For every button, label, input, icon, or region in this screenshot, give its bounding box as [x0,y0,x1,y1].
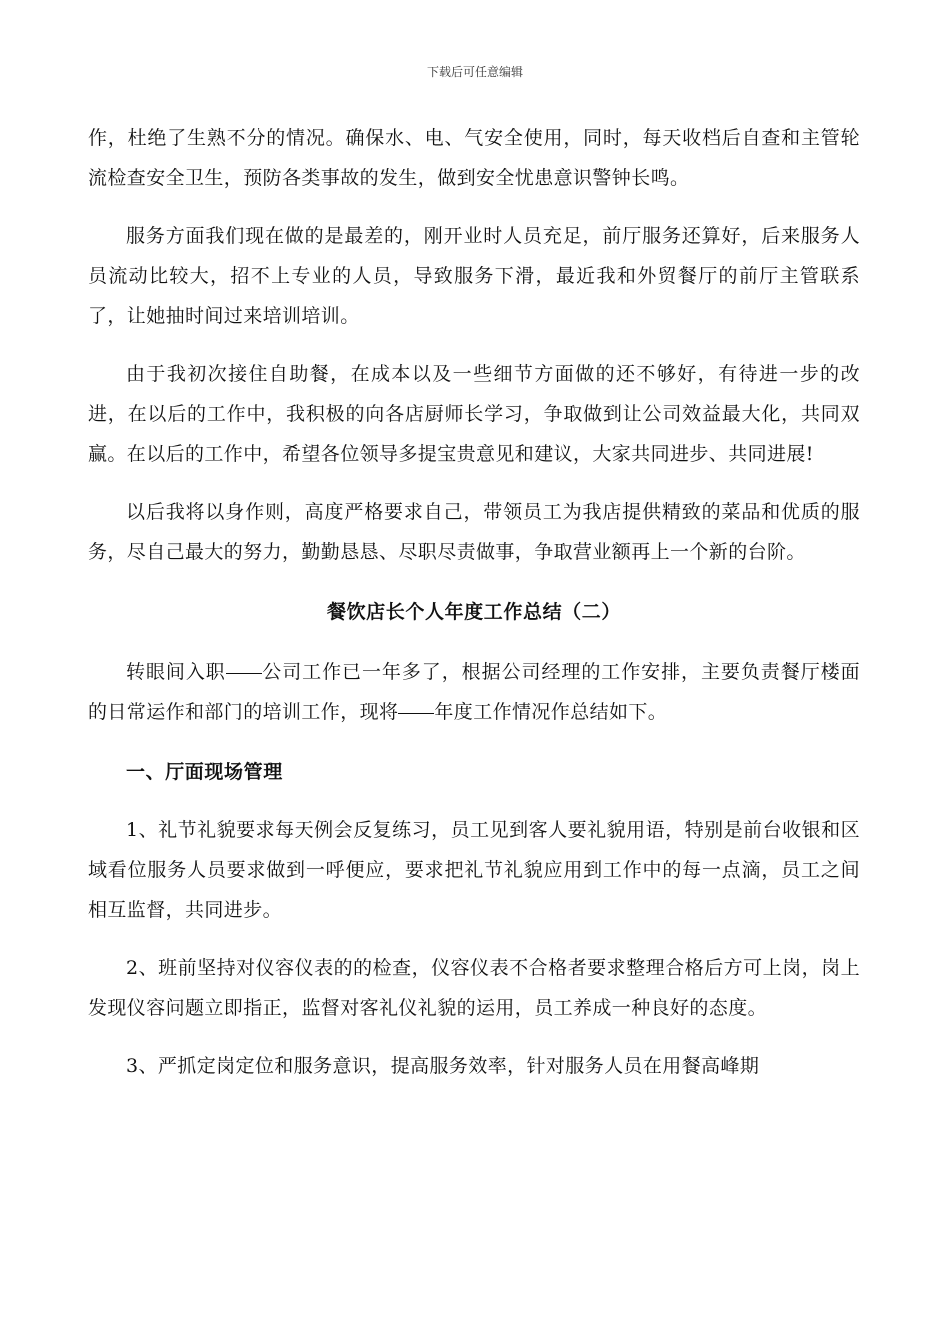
document-body [88,118,860,1086]
heading-floor-management: 一、厅面现场管理 [126,761,283,783]
paragraph-service: 服务方面我们现在做的是最差的，刚开业时人员充足，前厅服务还算好，后来服务人员流动比较大，招不上专业的人员，导致服务下滑，最近我和外贸餐厅的前厅主管联系了，让她抽时间过来培训培训。 [88,225,860,327]
section-title: 餐饮店长个人年度工作总结（二） [326,601,621,623]
paragraph-intro [88,652,860,732]
page-header: 下载后可任意编辑 [426,65,523,79]
list-item-etiquette: 1、礼节礼貌要求每天例会反复练习，员工见到客人要礼貌用语，特别是前台收银和区域看位服务人员要求做到一呼便应，要求把礼节礼貌应用到工作中的每一点滴，员工之间相互监督，共同进步。 [88,819,860,921]
intro-part-3: 年度工作情况作总结如下。 [434,701,668,723]
blank-line-company [226,672,262,674]
intro-part-1: 转眼间入职 [126,661,226,683]
paragraph-safety: 作，杜绝了生熟不分的情况。确保水、电、气安全使用，同时，每天收档后自查和主管轮流检查安全卫生，预防各类事故的发生，做到安全忧患意识警钟长鸣。 [88,127,860,189]
paragraph-commitment: 以后我将以身作则，高度严格要求自己，带领员工为我店提供精致的菜品和优质的服务，尽自己最大的努力，勤勤恳恳、尽职尽责做事，争取营业额再上一个新的台阶。 [88,501,860,563]
list-item-appearance: 2、班前坚持对仪容仪表的的检查，仪容仪表不合格者要求整理合格后方可上岗，岗上发现仪容问题立即指正，监督对客礼仪礼貌的运用，员工养成一种良好的态度。 [88,957,860,1019]
paragraph-improvement: 由于我初次接住自助餐，在成本以及一些细节方面做的还不够好，有待进一步的改进，在以后的工作中，我积极的向各店厨师长学习，争取做到让公司效益最大化，共同双赢。在以后的工作中，希望各位领导多提宝贵意见和建议，大家共同进步、共同进展! [88,363,860,465]
blank-line-year [398,712,434,714]
list-item-positioning: 3、严抓定岗定位和服务意识，提高服务效率，针对服务人员在用餐高峰期 [126,1055,760,1077]
intro-part-2: 公司工作已一年多了，根据公司经理的工作安排，主要负责餐厅楼面的日常运作和部门的培训工作，现将 [88,661,860,723]
